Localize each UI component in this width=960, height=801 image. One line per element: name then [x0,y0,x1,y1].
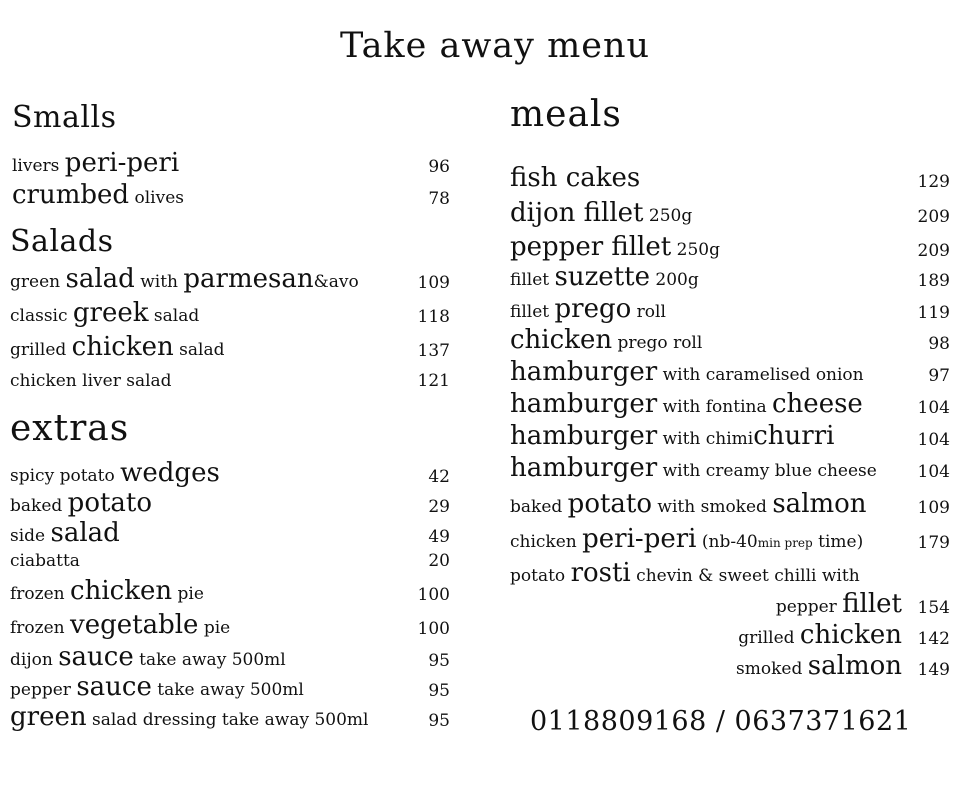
item-name-part: 250g [671,240,720,260]
menu-item [10,262,450,292]
item-name-part: take away 500ml [133,650,286,670]
item-name-part: potato [567,489,653,519]
item-name-part: salad [65,264,135,294]
menu-item-price: 109 [417,273,450,293]
menu-item-price: 20 [428,551,450,571]
menu-item-name [738,622,902,648]
menu-item-price: 118 [417,307,450,327]
menu-item-name [10,520,120,546]
item-name-part: hamburger [510,421,658,451]
item-name-part: chicken [510,325,613,355]
menu-item-price: 209 [917,241,950,261]
menu-item-price: 104 [917,430,950,450]
menu-item-price: 129 [917,172,950,192]
item-name-part: &avo [313,272,359,292]
menu-item-name [10,334,224,360]
item-name-part: chicken [799,620,902,650]
item-name-part: dijon fillet [510,198,644,228]
menu-item-name [10,578,204,604]
menu-item-price: 100 [417,619,450,639]
menu-item-name [12,150,179,176]
menu-item-name [510,526,863,552]
item-name-part: peri-peri [582,524,697,554]
item-name-part: 200g [649,270,699,290]
menu-item [510,158,950,191]
menu-item-name [10,373,172,390]
menu-item-price: 179 [917,533,950,553]
menu-item-price: 100 [417,585,450,605]
item-name-part: livers [12,156,65,176]
item-name-part: side [10,526,51,546]
menu-item [10,360,450,390]
item-name-part: hamburger [510,357,658,387]
menu-item-name [510,264,699,290]
menu-item [10,292,450,326]
menu-item [700,648,950,679]
menu-item-name [510,391,863,417]
salads-heading: Salads [10,224,114,259]
item-name-part: salad [120,371,172,391]
extras-list [10,456,450,730]
item-name-part: salad [173,340,225,360]
item-name-part: grilled [738,628,800,648]
menu-item-price: 96 [428,157,450,177]
item-name-part: prego [554,294,632,324]
menu-item [10,486,450,516]
item-name-part: pie [172,584,204,604]
menu-item-price: 121 [417,371,450,391]
item-name-part: onion [815,365,864,385]
rosti-options-list [700,586,950,679]
menu-item-name [510,491,867,517]
item-name-part: frozen [10,584,71,604]
meals-list [510,158,950,552]
menu-item-price: 137 [417,341,450,361]
item-name-part: peri-peri [64,148,180,178]
item-name-part: roll [631,302,666,322]
item-name-part: grilled [10,340,72,360]
item-name-part: liver [82,371,121,391]
item-name-part: hamburger [510,453,658,483]
menu-item-name [510,200,692,226]
item-name-part: baked [510,497,568,517]
menu-item-price: 209 [917,207,950,227]
item-name-part: salad [50,518,120,548]
item-name-part: min prep [757,536,813,550]
menu-item [10,670,450,700]
menu-title: Take away menu [339,26,651,66]
menu-item [510,481,950,517]
menu-item-name [510,234,720,260]
menu-item-name [10,704,368,730]
item-name-part: churri [753,421,835,451]
item-name-part: with fontina [657,397,772,417]
menu-item [510,353,950,385]
smalls-heading: Smalls [12,100,117,135]
phone-numbers: 0118809168 / 0637371621 [530,706,912,737]
menu-item [510,517,950,552]
item-name-part: parmesan [183,264,314,294]
item-name-part: chicken [510,532,583,552]
item-name-part: crumbed [12,180,130,210]
item-name-part: sauce [58,642,134,672]
item-name-part: wedges [120,458,220,488]
menu-item-name [510,359,864,385]
menu-item-price: 189 [917,271,950,291]
item-name-part: fillet [842,589,902,619]
item-name-part: suzette [554,262,650,292]
item-name-part: chicken [70,576,173,606]
menu-item-name [736,653,902,679]
item-name-part: frozen [10,618,71,638]
item-name-part: spicy potato [10,466,121,486]
item-name-part: salmon [807,651,902,681]
item-name-part: sauce [76,672,152,702]
item-name-part: greek [72,298,149,328]
menu-item-name [10,644,286,670]
item-name-part: salad dressing take away 500ml [86,710,369,730]
item-name-part: rosti [570,558,631,588]
item-name-part: chicken [10,371,83,391]
menu-item-price: 119 [917,303,950,323]
item-name-part: salmon [772,489,867,519]
item-name-part: classic [10,306,73,326]
item-name-part: baked [10,496,68,516]
menu-item-price: 97 [928,366,950,386]
menu-item-name [510,455,877,481]
menu-item-name [10,612,230,638]
menu-item-price: 104 [917,398,950,418]
item-name-part: vegetable [70,610,199,640]
menu-item-name [510,296,666,322]
item-name-part: fish cakes [510,163,641,193]
menu-item-price: 95 [428,711,450,731]
item-name-part: pepper [10,680,77,700]
menu-item [12,176,450,208]
menu-item-price: 104 [917,462,950,482]
menu-item [700,586,950,617]
item-name-part: smoked [736,659,808,679]
menu-item-price: 49 [428,527,450,547]
extras-heading: extras [10,408,130,449]
item-name-part: green [10,272,66,292]
menu-item-price: 142 [917,629,950,649]
menu-item-name [10,490,152,516]
menu-item [510,260,950,290]
menu-item-name [10,300,199,326]
item-name-part: green [10,702,87,732]
menu-item [700,617,950,648]
item-name-part: take away 500ml [151,680,304,700]
menu-item-name [12,182,184,208]
item-name-part: ciabatta [10,551,80,571]
item-name-part: cheese [772,389,863,419]
menu-item-price: 98 [928,334,950,354]
menu-item-name [10,674,304,700]
item-name-part: with chimi [657,429,754,449]
menu-item [510,290,950,322]
menu-item-name [776,591,902,617]
item-name-part: hamburger [510,389,658,419]
menu-item [510,322,950,353]
menu-item-name [510,165,640,191]
item-name-part: salad [148,306,200,326]
item-name-part: dijon [10,650,59,670]
item-name-part: (nb-40 [696,532,758,552]
menu-item-name [10,553,80,570]
menu-item [10,570,450,604]
menu-item-price: 95 [428,651,450,671]
menu-item-name [10,460,220,486]
menu-item [510,385,950,417]
menu-item [12,146,450,176]
rosti-line-text [510,560,860,586]
menu-item [10,604,450,638]
menu-item-price: 78 [428,189,450,209]
menu-item-name [510,327,702,353]
item-name-part: pie [198,618,231,638]
menu-item [10,326,450,360]
menu-item [10,456,450,486]
item-name-part: pepper fillet [510,232,672,262]
menu-item [10,516,450,546]
item-name-part: 250g [643,206,693,226]
menu-item-name [10,266,359,292]
item-name-part: potato [510,566,571,586]
menu-item [510,417,950,449]
item-name-part: pepper [775,597,843,617]
item-name-part: prego roll [612,333,703,353]
item-name-part: olives [129,188,184,208]
menu-item [510,191,950,226]
salads-list [10,262,450,390]
item-name-part: with creamy blue cheese [657,461,877,481]
menu-item [10,546,450,570]
menu-item [10,700,450,730]
item-name-part: chicken [71,332,174,362]
item-name-part: time) [812,532,864,552]
menu-item-name [510,423,834,449]
menu-item [510,449,950,481]
item-name-part: chevin & sweet chilli with [630,566,860,586]
item-name-part: with smoked [652,497,773,517]
item-name-part: potato [67,488,153,518]
meals-heading: meals [510,94,622,135]
item-name-part: with caramelised [657,365,816,385]
item-name-part: fillet [510,302,555,322]
smalls-list [12,146,450,208]
menu-item [10,638,450,670]
menu-item-price: 29 [428,497,450,517]
item-name-part: fillet [510,270,555,290]
item-name-part: with [134,272,184,292]
menu-item [510,226,950,260]
menu-item-price: 149 [917,660,950,680]
menu-item-price: 109 [917,498,950,518]
menu-item-price: 95 [428,681,450,701]
menu-item-price: 42 [428,467,450,487]
menu-item-price: 154 [917,598,950,618]
